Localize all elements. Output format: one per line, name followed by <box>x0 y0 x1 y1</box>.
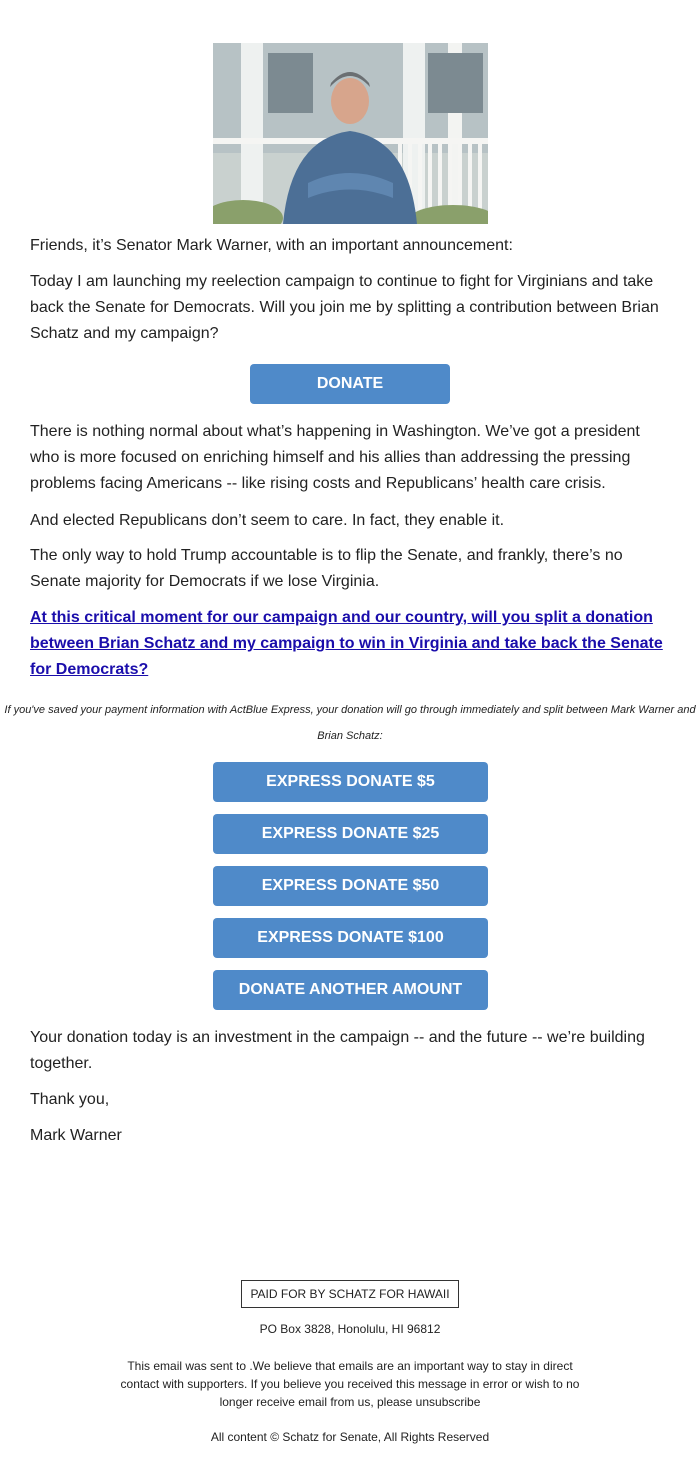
paid-for-box: PAID FOR BY SCHATZ FOR HAWAII <box>241 1280 459 1308</box>
greeting-text: Friends, it’s Senator Mark Warner, with an important announcement: <box>30 237 513 254</box>
footer-disclaimer: This email was sent to .We believe that emails are an important way to stay in direct contact with supporters. If you believe you received this message in error or wish to no longer receive email from us, please unsubscribe <box>120 1359 580 1409</box>
donate-another-amount-button[interactable]: DONATE ANOTHER AMOUNT <box>213 970 488 1010</box>
split-donation-link[interactable]: At this critical moment for our campaign and our country, will you split a donation between Brian Schatz and my campaign to win in Virginia and take back the Senate for Democrats? <box>30 609 663 678</box>
donate-button[interactable]: DONATE <box>250 364 450 404</box>
split-donation-paragraph <box>30 605 670 683</box>
candidate-photo-art <box>213 43 488 224</box>
candidate-photo <box>213 43 488 224</box>
express-donate-5-button[interactable]: EXPRESS DONATE $5 <box>213 762 488 802</box>
flip-senate-paragraph: The only way to hold Trump accountable is to flip the Senate, and frankly, there’s no Senate majority for Democrats if we lose Virginia. <box>30 547 623 590</box>
express-note: If you've saved your payment information with ActBlue Express, your donation will go through immediately and split between Mark Warner and Brian Schatz: <box>4 704 696 742</box>
copyright-text: All content © Schatz for Senate, All Rights Reserved <box>210 1430 490 1444</box>
investment-paragraph: Your donation today is an investment in the campaign -- and the future -- we’re building together. <box>30 1029 645 1072</box>
signature-text: Mark Warner <box>30 1127 122 1144</box>
express-donate-100-button[interactable]: EXPRESS DONATE $100 <box>213 918 488 958</box>
express-donate-25-button[interactable]: EXPRESS DONATE $25 <box>213 814 488 854</box>
intro-paragraph: Today I am launching my reelection campaign to continue to fight for Virginians and take back the Senate for Democrats. Will you join me by splitting a contribution between Brian Schatz and my campaign? <box>30 273 659 342</box>
washington-paragraph: There is nothing normal about what’s happening in Washington. We’ve got a president who is more focused on enriching himself and his allies than addressing the pressing problems facing Americans -- like rising costs and Republicans’ health care crisis. <box>30 423 640 492</box>
mailing-address: PO Box 3828, Honolulu, HI 96812 <box>259 1322 441 1336</box>
republicans-paragraph: And elected Republicans don’t seem to care. In fact, they enable it. <box>30 512 505 529</box>
thank-you-text: Thank you, <box>30 1091 110 1108</box>
express-donate-50-button[interactable]: EXPRESS DONATE $50 <box>213 866 488 906</box>
